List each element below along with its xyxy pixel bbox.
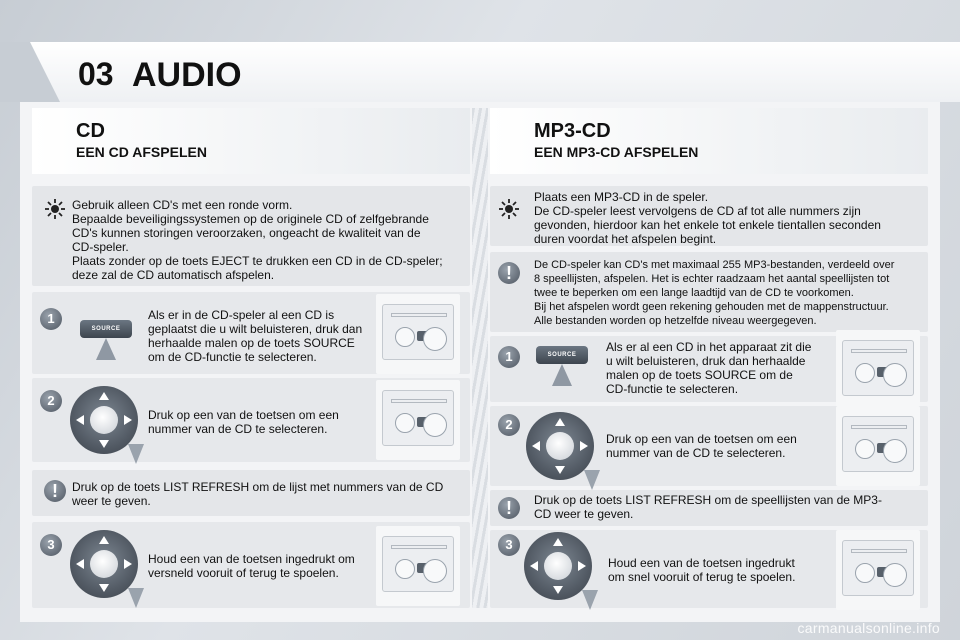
mp3-step-3-line: om snel vooruit of terug te spoelen. xyxy=(608,570,796,584)
mp3-step-2-line: nummer van de CD te selecteren. xyxy=(606,446,786,460)
mp3-tip-box xyxy=(490,186,928,246)
sun-icon xyxy=(44,198,66,220)
mp3-tip-line: gevonden, hierdoor kan het enkele tot enkele tientallen seconden xyxy=(534,218,881,232)
dpad-illustration xyxy=(70,530,138,598)
cd-step-2-line: Druk op een van de toetsen om een xyxy=(148,408,339,422)
mp3-step-3-line: Houd een van de toetsen ingedrukt xyxy=(608,556,795,570)
cd-section-header xyxy=(32,108,470,174)
cd-tip-line: CD-speler. xyxy=(72,240,129,254)
mp3-step-1-line: malen op de toets SOURCE om de xyxy=(606,368,793,382)
watermark-text: carmanualsonline.info xyxy=(797,620,940,636)
source-button-illustration: SOURCE xyxy=(80,320,132,338)
mp3-note-box xyxy=(490,490,928,526)
cd-step-1-line: herhaalde malen op de toets SOURCE xyxy=(148,336,355,350)
mp3-step-1-line: Als er al een CD in het apparaat zit die xyxy=(606,340,812,354)
mp3-step-2 xyxy=(490,406,928,486)
mp3-tip-line: De CD-speler leest vervolgens de CD af tot alle nummers zijn xyxy=(534,204,861,218)
step-number-badge: 1 xyxy=(40,308,62,330)
cd-heading: CD xyxy=(76,120,105,142)
mp3-subheading: EEN MP3-CD AFSPELEN xyxy=(534,144,699,160)
mp3-warning-line: twee te beperken om een lange laadtijd van de CD te voorkomen. xyxy=(534,287,854,299)
radio-illustration xyxy=(376,294,460,374)
warning-icon: ! xyxy=(498,497,520,519)
mp3-warning-line: De CD-speler kan CD's met maximaal 255 MP3-bestanden, verdeeld over xyxy=(534,259,895,271)
cd-note-line: Druk op de toets LIST REFRESH om de lijst met nummers van de CD xyxy=(72,480,444,494)
mp3-warning-line: Bij het afspelen wordt geen rekening gehouden met de mappenstructuur. xyxy=(534,301,889,313)
cd-step-1-line: om de CD-functie te selecteren. xyxy=(148,350,317,364)
cd-step-3 xyxy=(32,522,470,608)
mp3-warning-line: 8 speellijsten, afspelen. Het is echter raadzaam het aantal speellijsten tot xyxy=(534,273,890,285)
sun-icon xyxy=(498,198,520,220)
cd-step-3-line: versneld vooruit of terug te spoelen. xyxy=(148,566,339,580)
dpad-illustration xyxy=(70,386,138,454)
mp3-step-2-line: Druk op een van de toetsen om een xyxy=(606,432,797,446)
mp3-tip-line: Plaats een MP3-CD in de speler. xyxy=(534,190,709,204)
cd-tip-line: Bepaalde beveiligingssystemen op de originele CD of zelfgebrande xyxy=(72,212,429,226)
cd-step-2 xyxy=(32,378,470,462)
radio-illustration xyxy=(836,406,920,486)
cd-tip-box xyxy=(32,186,470,286)
cd-tip-line: CD's kunnen storingen veroorzaken, ongeacht de kwaliteit van de xyxy=(72,226,421,240)
warning-icon: ! xyxy=(498,262,520,284)
dpad-illustration xyxy=(524,532,592,600)
up-arrow-icon xyxy=(552,364,572,386)
step-number-badge: 2 xyxy=(40,390,62,412)
step-number-badge: 3 xyxy=(40,534,62,556)
source-button-illustration: SOURCE xyxy=(536,346,588,364)
cd-step-2-line: nummer van de CD te selecteren. xyxy=(148,422,328,436)
warning-icon: ! xyxy=(44,480,66,502)
mp3-step-1-line: u wilt beluisteren, druk dan herhaalde xyxy=(606,354,806,368)
mp3-note-line: CD weer te geven. xyxy=(534,507,634,521)
mp3-step-1 xyxy=(490,336,928,402)
mp3-step-1-line: CD-functie te selecteren. xyxy=(606,382,739,396)
radio-illustration xyxy=(836,330,920,410)
cd-step-1 xyxy=(32,292,470,374)
cd-note-line: weer te geven. xyxy=(72,494,151,508)
mp3-step-3 xyxy=(490,530,928,608)
radio-illustration xyxy=(376,526,460,606)
cd-subheading: EEN CD AFSPELEN xyxy=(76,144,207,160)
cd-tip-line: Gebruik alleen CD's met een ronde vorm. xyxy=(72,198,293,212)
mp3-warning-line: Alle bestanden worden op hetzelfde niveau weergegeven. xyxy=(534,315,817,327)
mp3-warning-box xyxy=(490,252,928,332)
mp3-section-header xyxy=(490,108,928,174)
chapter-number: 03 xyxy=(78,56,114,92)
mp3-tip-line: duren voordat het afspelen begint. xyxy=(534,232,717,246)
mp3-heading: MP3-CD xyxy=(534,120,611,142)
cd-step-1-line: geplaatst die u wilt beluisteren, druk dan xyxy=(148,322,363,336)
cd-note-box xyxy=(32,470,470,516)
cd-tip-line: deze zal de CD automatisch afspelen. xyxy=(72,268,275,282)
mp3-note-line: Druk op de toets LIST REFRESH om de speellijsten van de MP3- xyxy=(534,493,882,507)
chapter-title: AUDIO xyxy=(132,56,242,94)
cd-step-3-line: Houd een van de toetsen ingedrukt om xyxy=(148,552,355,566)
step-number-badge: 1 xyxy=(498,346,520,368)
cd-tip-line: Plaats zonder op de toets EJECT te drukken een CD in de CD-speler; xyxy=(72,254,443,268)
column-divider xyxy=(472,108,488,608)
up-arrow-icon xyxy=(96,338,116,360)
radio-illustration xyxy=(376,380,460,460)
step-number-badge: 2 xyxy=(498,414,520,436)
dpad-illustration xyxy=(526,412,594,480)
cd-step-1-line: Als er in de CD-speler al een CD is xyxy=(148,308,335,322)
radio-illustration xyxy=(836,530,920,610)
step-number-badge: 3 xyxy=(498,534,520,556)
